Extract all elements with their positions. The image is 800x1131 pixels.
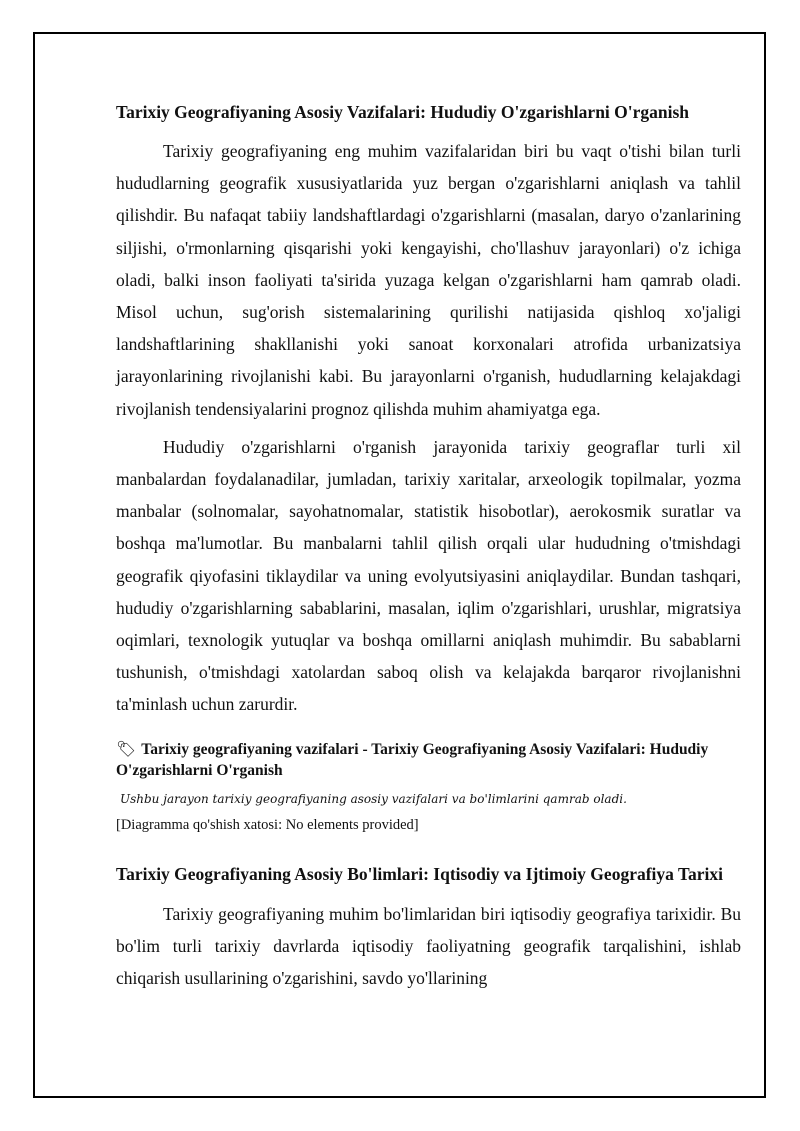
document-body bbox=[116, 100, 741, 1000]
diagram-placeholder bbox=[116, 739, 741, 834]
diagram-title-text: Tarixiy geografiyaning vazifalari - Tarixiy Geografiyaning Asosiy Vazifalari: Hududiy O'zgarishlarni O'rganish bbox=[116, 740, 709, 779]
paragraph: Tarixiy geografiyaning eng muhim vazifalaridan biri bu vaqt o'tishi bilan turli hududlarning geografik xususiyatlarida yuz bergan o'zgarishlarni aniqlash va tahlil qilishdir. Bu nafaqat tabiiy landshaftlardagi o'zgarishlarni (masalan, daryo o'zanlarining siljishi, o'rmonlarning qisqarishi yoki kengayishi, cho'llashuv jarayonlari) o'z ichiga oladi, balki inson faoliyati ta'sirida yuzaga kelgan o'zgarishlarni ham qamrab oladi. Misol uchun, sug'orish sistemalarining qurilishi natijasida qishloq xo'jaligi landshaftlarining shakllanishi yoki sanoat korxonalari atrofida urbanizatsiya jarayonlarining rivojlanishi kabi. Bu jarayonlarni o'rganish, hududlarning kelajakdagi rivojlanish tendensiyalarini prognoz qilishda muhim ahamiyatga ega. bbox=[116, 141, 741, 419]
section-heading-bolimlari: Tarixiy Geografiyaning Asosiy Bo'limlari: Iqtisodiy va Ijtimoiy Geografiya Tarixi bbox=[116, 863, 724, 884]
tag-icon: 🏷 bbox=[116, 740, 136, 758]
diagram-title bbox=[116, 739, 741, 781]
paragraph: Tarixiy geografiyaning muhim bo'limlaridan biri iqtisodiy geografiya tarixidir. Bu bo'lim turli tarixiy davrlarda iqtisodiy faoliyatning geografik tarqalishini, ishlab chiqarish usullarining o'zgarishini, savdo yo'llarining bbox=[116, 903, 741, 989]
section-heading-vazifalari: Tarixiy Geografiyaning Asosiy Vazifalari: Hududiy O'zgarishlarni O'rganish bbox=[116, 102, 690, 122]
diagram-error-message: [Diagramma qo'shish xatosi: No elements provided] bbox=[116, 816, 419, 833]
paragraph: Hududiy o'zgarishlarni o'rganish jarayonida tarixiy geograflar turli xil manbalardan foydalanadilar, jumladan, tarixiy xaritalar, arxeologik topilmalar, yozma manbalar (solnomalar, sayohatnomalar, statistik hisobotlar), aerokosmik suratlar va boshqa ma'lumotlar. Bu manbalarni tahlil qilish orqali ular hududning o'tmishdagi geografik qiyofasini tiklaydilar va uning evolyutsiyasini aniqlaydilar. Bundan tashqari, hududiy o'zgarishlarning sabablarini, masalan, iqlim o'zgarishlari, urushlar, migratsiya oqimlari, texnologik yutuqlar va boshqa omillarni aniqlash muhimdir. Bu sabablarni tushunish, o'tmishdagi xatolardan saboq olish va kelajakda barqaror rivojlanishni ta'minlash uchun zarurdir. bbox=[116, 436, 741, 715]
diagram-caption: Ushbu jarayon tarixiy geografiyaning asosiy vazifalari va bo'limlarini qamrab oladi. bbox=[120, 791, 627, 806]
